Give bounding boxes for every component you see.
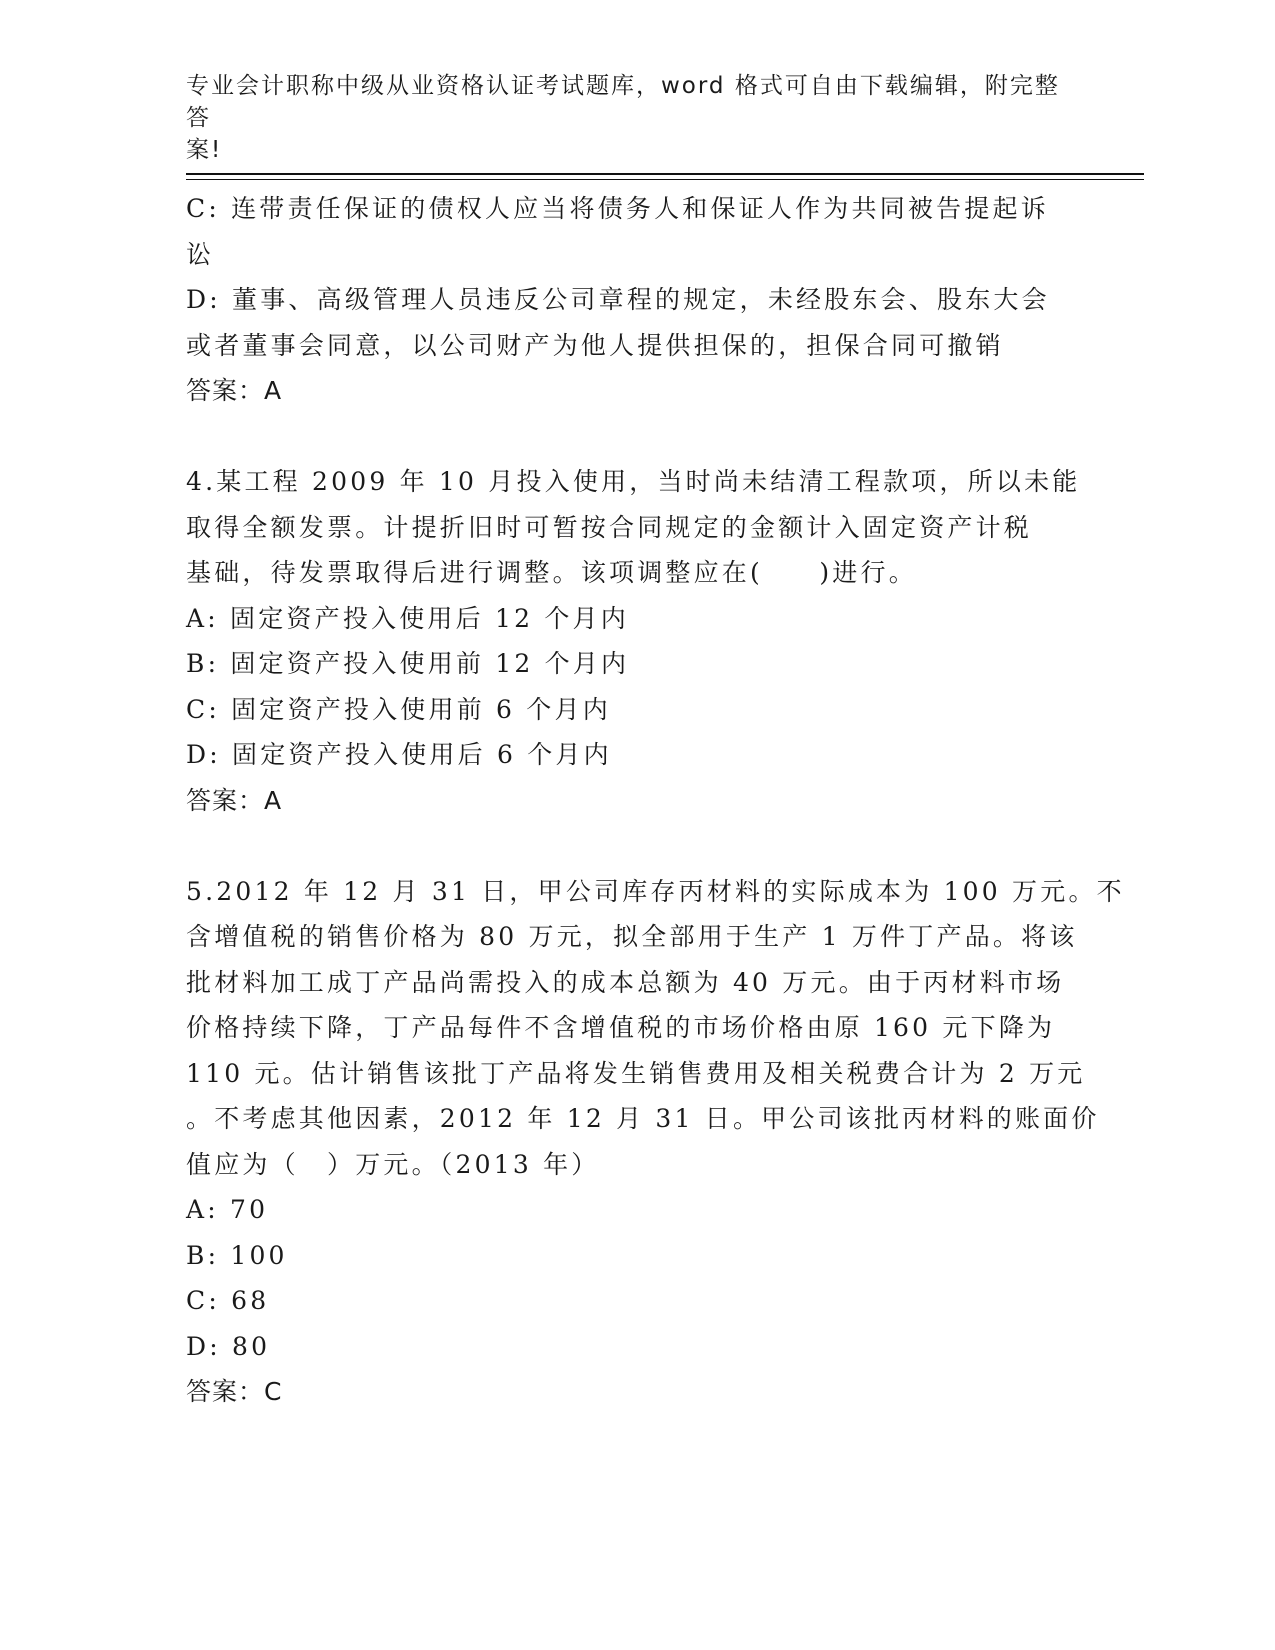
q3-option-c-line-1: C: 连带责任保证的债权人应当将债务人和保证人作为共同被告提起诉 bbox=[186, 194, 1049, 223]
q5-option-a: A: 70 bbox=[186, 1195, 269, 1224]
q3-option-c-line-2: 讼 bbox=[186, 239, 215, 269]
q3-option-d-line-2: 或者董事会同意，以公司财产为他人提供担保的，担保合同可撤销 bbox=[186, 330, 1004, 360]
q5-stem-line-5: 110 元。估计销售该批丁产品将发生销售费用及相关税费合计为 2 万元 bbox=[186, 1058, 1086, 1088]
question-5 bbox=[186, 869, 1125, 1415]
page-header bbox=[186, 70, 1066, 166]
header-rule-thin bbox=[186, 179, 1144, 180]
q4-stem-line-3: 基础，待发票取得后进行调整。该项调整应在( )进行。 bbox=[186, 558, 917, 587]
page-content bbox=[186, 186, 1125, 1415]
q5-option-d: D: 80 bbox=[186, 1331, 271, 1361]
q5-stem-line-6: 。不考虑其他因素，2012 年 12 月 31 日。甲公司该批丙材料的账面价 bbox=[186, 1104, 1100, 1133]
q5-stem-line-2: 含增值税的销售价格为 80 万元，拟全部用于生产 1 万件丁产品。将该 bbox=[186, 922, 1078, 951]
question-3-tail bbox=[186, 186, 1086, 414]
q5-option-c: C: 68 bbox=[186, 1286, 270, 1315]
q3-option-d-line-1: D: 董事、高级管理人员违反公司章程的规定，未经股东会、股东大会 bbox=[186, 285, 1050, 314]
spacer bbox=[186, 823, 1086, 869]
spacer bbox=[186, 414, 1086, 460]
q4-option-d: D: 固定资产投入使用后 6 个月内 bbox=[186, 740, 612, 769]
q4-option-c: C: 固定资产投入使用前 6 个月内 bbox=[186, 694, 611, 724]
q5-option-b: B: 100 bbox=[186, 1240, 288, 1270]
q5-stem-line-4: 价格持续下降，丁产品每件不含增值税的市场价格由原 160 元下降为 bbox=[186, 1013, 1056, 1042]
q5-answer: 答案：C bbox=[186, 1377, 283, 1406]
q4-stem-line-1: 4.某工程 2009 年 10 月投入使用，当时尚未结清工程款项，所以未能 bbox=[186, 467, 1081, 496]
q4-answer: 答案：A bbox=[186, 785, 283, 815]
q3-answer: 答案：A bbox=[186, 376, 283, 405]
q4-option-a: A: 固定资产投入使用后 12 个月内 bbox=[186, 603, 629, 633]
header-line-2: 案! bbox=[186, 137, 223, 163]
q4-stem-line-2: 取得全额发票。计提折旧时可暂按合同规定的金额计入固定资产计税 bbox=[186, 512, 1033, 542]
header-line-1: 专业会计职称中级从业资格认证考试题库，word 格式可自由下载编辑，附完整答 bbox=[186, 73, 1060, 131]
question-4 bbox=[186, 459, 1086, 823]
q4-option-b: B: 固定资产投入使用前 12 个月内 bbox=[186, 649, 630, 678]
q5-stem-line-3: 批材料加工成丁产品尚需投入的成本总额为 40 万元。由于丙材料市场 bbox=[186, 967, 1065, 997]
q5-stem-line-7: 值应为（ ）万元。（2013 年） bbox=[186, 1149, 600, 1179]
header-rule-thick bbox=[186, 173, 1144, 175]
q5-stem-line-1: 5.2012 年 12 月 31 日，甲公司库存丙材料的实际成本为 100 万元。不 bbox=[186, 876, 1125, 906]
